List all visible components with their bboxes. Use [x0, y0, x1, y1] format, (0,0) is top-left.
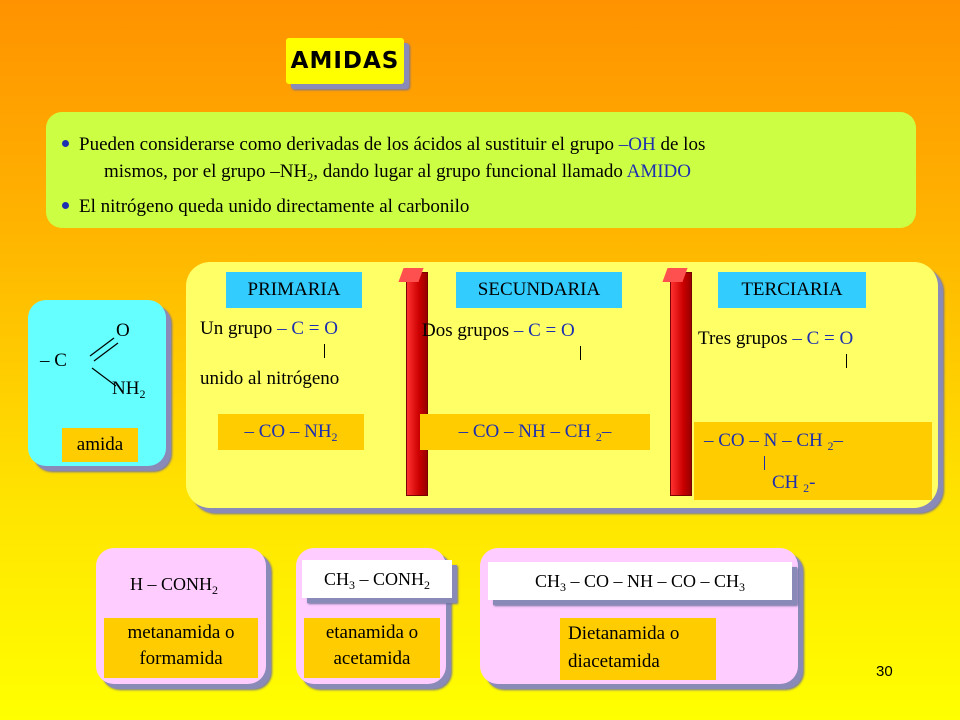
terciaria-formula: – CO – N – CH $_2$– CH $_2$- — [694, 422, 932, 500]
terciaria-header: TERCIARIA — [718, 272, 866, 308]
example-formula: H – $CONH_2$ — [130, 574, 219, 597]
primaria-formula: – CO – $NH_2$ — [218, 414, 364, 450]
intro-text: , dando lugar al grupo funcional llamado — [313, 161, 627, 182]
example-name: Dietanamida o diacetamida — [560, 618, 716, 680]
bullet-icon — [62, 202, 69, 209]
oxygen-label: O — [116, 320, 130, 341]
divider-pillar — [406, 272, 428, 496]
bond-tick — [764, 456, 765, 470]
example-formula: $CH_3$ – $CONH_2$ — [302, 560, 452, 598]
slide-title — [286, 38, 404, 84]
intro-line-2 — [104, 159, 904, 185]
bond-tick — [846, 354, 847, 368]
example-name: etanamida o acetamida — [304, 618, 440, 678]
bond-tick — [324, 344, 325, 358]
amide-types-box — [186, 262, 938, 508]
example-box-etanamida — [296, 548, 446, 684]
page-number: 30 — [876, 663, 893, 680]
intro-text: de los — [655, 134, 706, 155]
oh-group: –OH — [618, 134, 656, 155]
secundaria-header: SECUNDARIA — [456, 272, 622, 308]
secundaria-formula: – CO – NH – CH $_2$– — [420, 414, 650, 450]
intro-text: mismos, por el grupo –NH — [104, 161, 308, 182]
intro-line-3 — [62, 194, 902, 220]
amida-label-box — [62, 428, 138, 462]
bond-tick — [580, 346, 581, 360]
intro-line-1 — [62, 132, 902, 158]
amida-box — [28, 300, 166, 466]
carbon-label: – C — [40, 350, 67, 371]
primaria-group: Un grupo – C = O — [200, 318, 338, 339]
secundaria-group: Dos grupos – C = O — [422, 320, 575, 341]
example-name: metanamida o formamida — [104, 618, 258, 678]
bullet-icon — [62, 140, 69, 147]
primaria-header: PRIMARIA — [226, 272, 362, 308]
example-box-diacetamida — [480, 548, 798, 684]
nh2-label: $NH_2$ — [112, 378, 146, 401]
primaria-linked: unido al nitrógeno — [200, 368, 340, 389]
example-formula: $CH_3$ – CO – NH – CO – $CH_3$ — [488, 562, 792, 600]
intro-text: El nitrógeno queda unido directamente al carbonilo — [79, 196, 470, 217]
amido-word: AMIDO — [626, 161, 691, 182]
intro-text: Pueden considerarse como derivadas de los ácidos al sustituir el grupo — [79, 134, 619, 155]
example-box-metanamida — [96, 548, 266, 684]
subscript: 2 — [307, 170, 314, 184]
terciaria-group: Tres grupos – C = O — [698, 328, 854, 349]
title-text: AMIDAS — [290, 48, 400, 74]
amida-label: amida — [76, 434, 124, 455]
intro-box — [46, 112, 916, 228]
divider-pillar — [670, 272, 692, 496]
